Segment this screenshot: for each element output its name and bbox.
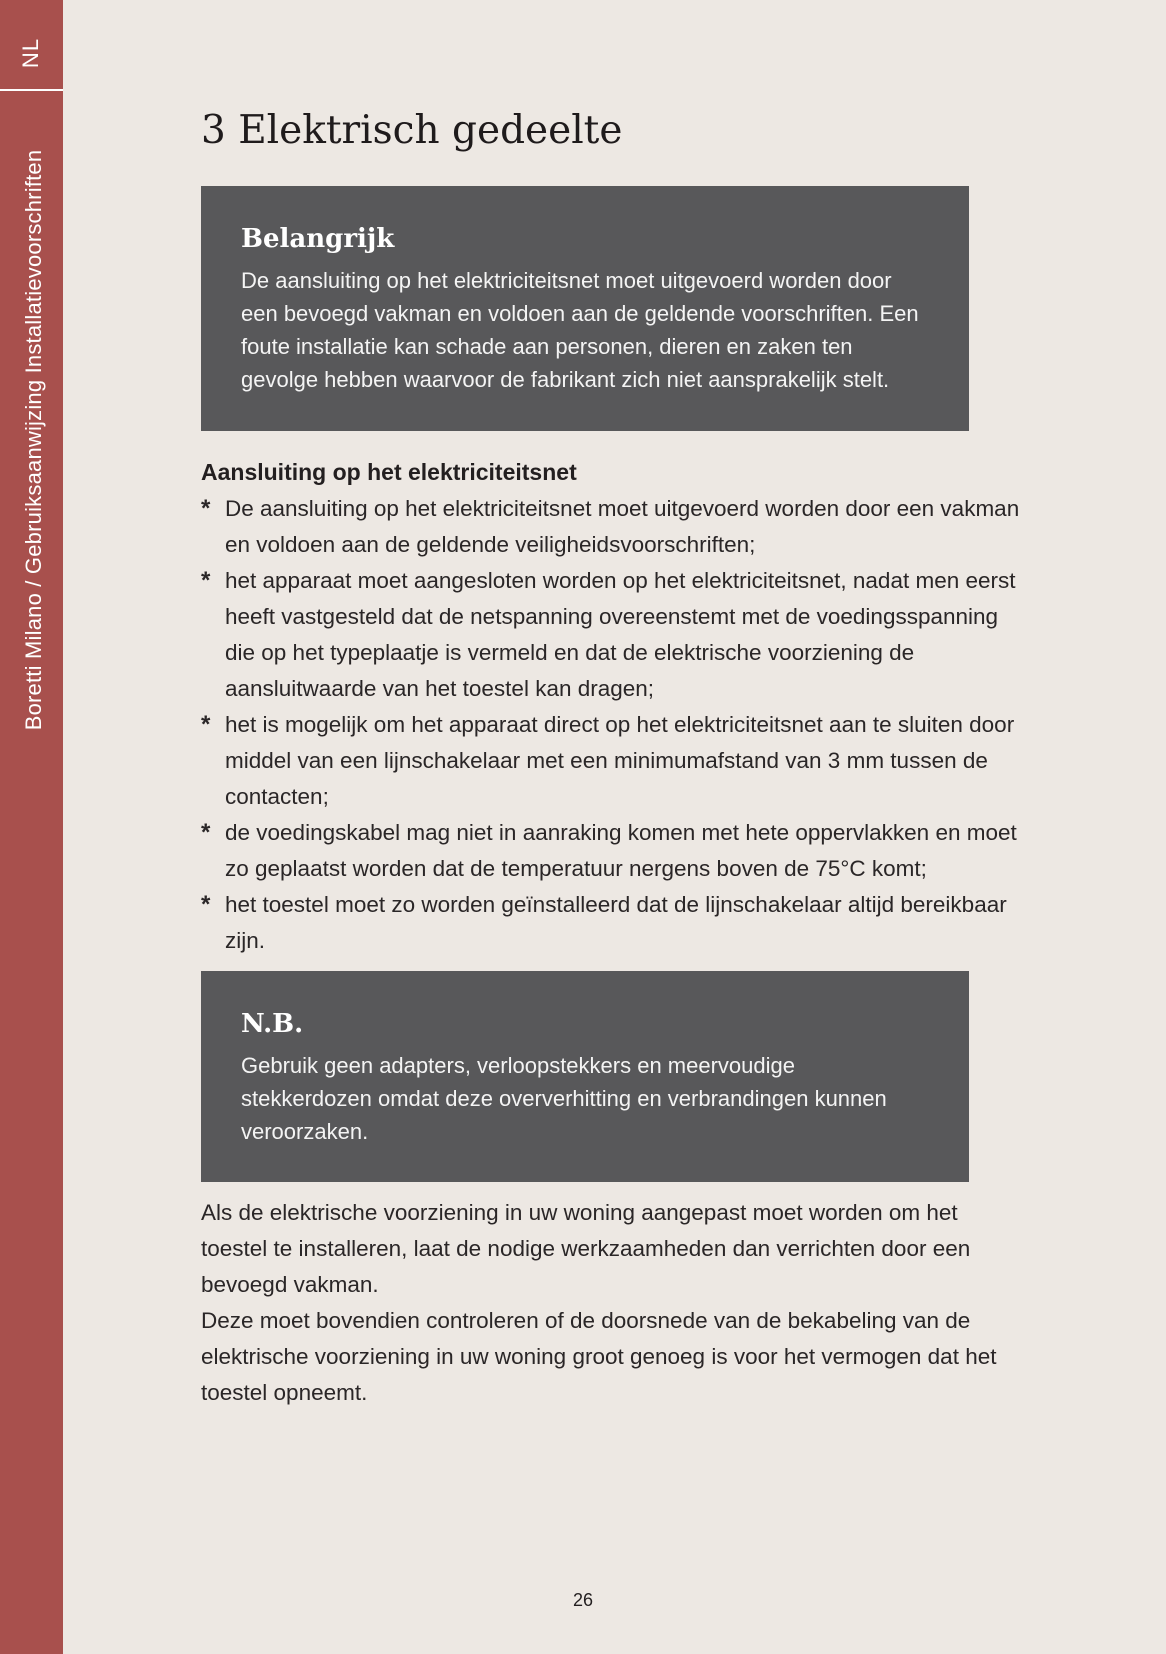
language-tab <box>0 0 63 89</box>
list-item-text: het toestel moet zo worden geïnstalleerd dat de lijnschakelaar altijd bereikbaar zijn. <box>225 892 1007 953</box>
bullet-asterisk-icon: * <box>201 567 211 594</box>
language-label: NL <box>18 37 43 69</box>
list-item <box>201 563 1021 707</box>
list-item-text: het apparaat moet aangesloten worden op het elektriciteitsnet, nadat men eerst heeft vastgesteld dat de netspanning overeenstemt met de voedingsspanning die op het typeplaatje is vermeld en dat de elektrische voorziening de aansluitwaarde van het toestel kan dragen; <box>225 568 1016 701</box>
bullet-asterisk-icon: * <box>201 495 211 522</box>
list-item <box>201 707 1021 815</box>
important-notice-heading: Belangrijk <box>241 224 395 254</box>
side-band <box>0 0 63 1654</box>
important-notice-box <box>201 186 969 431</box>
page-number: 26 <box>572 1590 594 1610</box>
list-item <box>201 491 1021 563</box>
bullet-asterisk-icon: * <box>201 819 211 846</box>
connection-requirements-list <box>201 491 1021 959</box>
nb-notice-text: Gebruik geen adapters, verloopstekkers en meervoudige stekkerdozen omdat deze oververhitting en verbrandingen kunnen veroorzaken. <box>241 1053 887 1144</box>
document-running-title: Boretti Milano / Gebruiksaanwijzing Installatievoorschriften <box>21 149 46 731</box>
bullet-asterisk-icon: * <box>201 891 211 918</box>
nb-notice-box <box>201 971 969 1182</box>
list-item-text: het is mogelijk om het apparaat direct op het elektriciteitsnet aan te sluiten door middel van een lijnschakelaar met een minimumafstand van 3 mm tussen de contacten; <box>225 712 1015 809</box>
important-notice-text: De aansluiting op het elektriciteitsnet moet uitgevoerd worden door een bevoegd vakman en voldoen aan de geldende voorschriften. Een foute installatie kan schade aan personen, dieren en zaken ten gevolge hebben waarvoor de fabrikant zich niet aansprakelijk stelt. <box>241 268 919 392</box>
section-title: 3 Elektrisch gedeelte <box>201 108 623 153</box>
body-paragraph: Deze moet bovendien controleren of de doorsnede van de bekabeling van de elektrische voorziening in uw woning groot genoeg is voor het vermogen dat het toestel opneemt. <box>201 1308 997 1405</box>
list-item-text: de voedingskabel mag niet in aanraking komen met hete oppervlakken en moet zo geplaatst worden dat de temperatuur nergens boven de 75°C komt; <box>225 820 1017 881</box>
bullet-asterisk-icon: * <box>201 711 211 738</box>
connection-heading: Aansluiting op het elektriciteitsnet <box>201 459 577 485</box>
list-item <box>201 815 1021 887</box>
side-divider <box>0 89 63 91</box>
list-item-text: De aansluiting op het elektriciteitsnet moet uitgevoerd worden door een vakman en voldoen aan de geldende veiligheidsvoorschriften; <box>225 496 1020 557</box>
nb-notice-heading: N.B. <box>241 1009 304 1039</box>
body-paragraph: Als de elektrische voorziening in uw woning aangepast moet worden om het toestel te installeren, laat de nodige werkzaamheden dan verrichten door een bevoegd vakman. <box>201 1200 971 1297</box>
list-item <box>201 887 1021 959</box>
